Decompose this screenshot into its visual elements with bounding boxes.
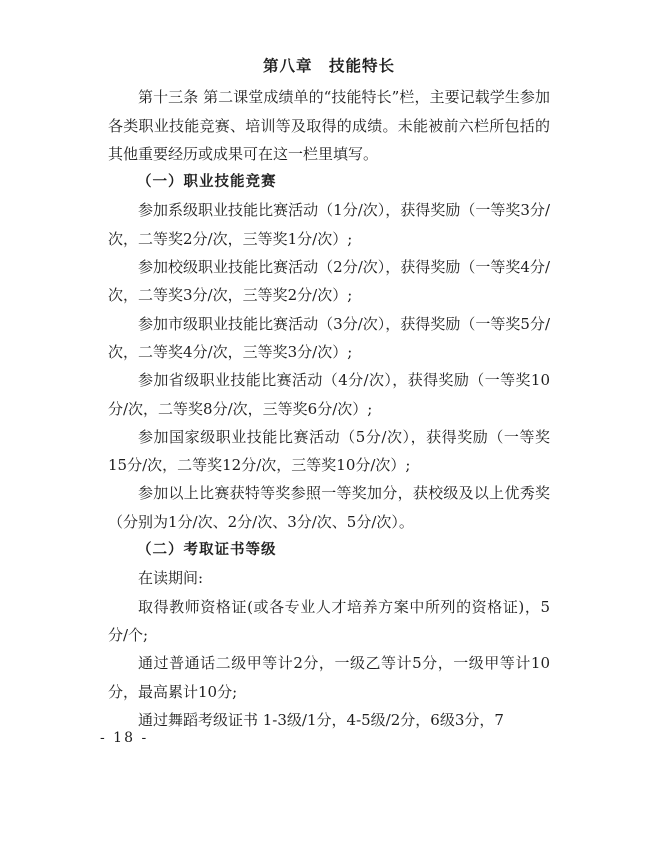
section-heading-certificates: （二）考取证书等级 <box>137 542 277 559</box>
chapter-title: 第八章 技能特长 <box>262 57 395 75</box>
paragraph: 通过普通话二级甲等计2分，一级乙等计5分，一级甲等计10分，最高累计10分; <box>108 654 550 701</box>
paragraph: 参加以上比赛获特等奖参照一等奖加分，获校级及以上优秀奖（分别为1分/次、2分/次、3分/次、5分/次）。 <box>108 484 550 531</box>
paragraph: 参加系级职业技能比赛活动（1分/次），获得奖励（一等奖3分/次，二等奖2分/次，三等奖1分/次）; <box>108 201 550 248</box>
paragraph: 参加国家级职业技能比赛活动（5分/次），获得奖励（一等奖15分/次，二等奖12分/次，三等奖10分/次）; <box>108 427 550 475</box>
section-heading-skills-competition: （一）职业技能竞赛 <box>137 174 277 191</box>
page-number: - 18 - <box>100 730 149 746</box>
paragraph: 参加市级职业技能比赛活动（3分/次），获得奖励（一等奖5分/次，二等奖4分/次，三等奖3分/次）; <box>108 314 550 361</box>
paragraph: 参加校级职业技能比赛活动（2分/次），获得奖励（一等奖4分/次，二等奖3分/次，三等奖2分/次）; <box>108 258 550 305</box>
article-13-paragraph: 第十三条 第二课堂成绩单的“技能特长”栏，主要记载学生参加各类职业技能竞赛、培训等及取得的成绩。未能被前六栏所包括的其他重要经历或成果可在这一栏里填写。 <box>108 88 550 163</box>
document-body <box>108 52 550 734</box>
paragraph: 通过舞蹈考级证书 1-3级/1分，4-5级/2分，6级3分，7 <box>138 710 504 729</box>
paragraph: 在读期间: <box>138 569 204 588</box>
paragraph: 取得教师资格证(或各专业人才培养方案中所列的资格证)，5分/个; <box>108 597 550 644</box>
paragraph: 参加省级职业技能比赛活动（4分/次），获得奖励（一等奖10分/次，二等奖8分/次，三等奖6分/次）; <box>108 371 550 418</box>
